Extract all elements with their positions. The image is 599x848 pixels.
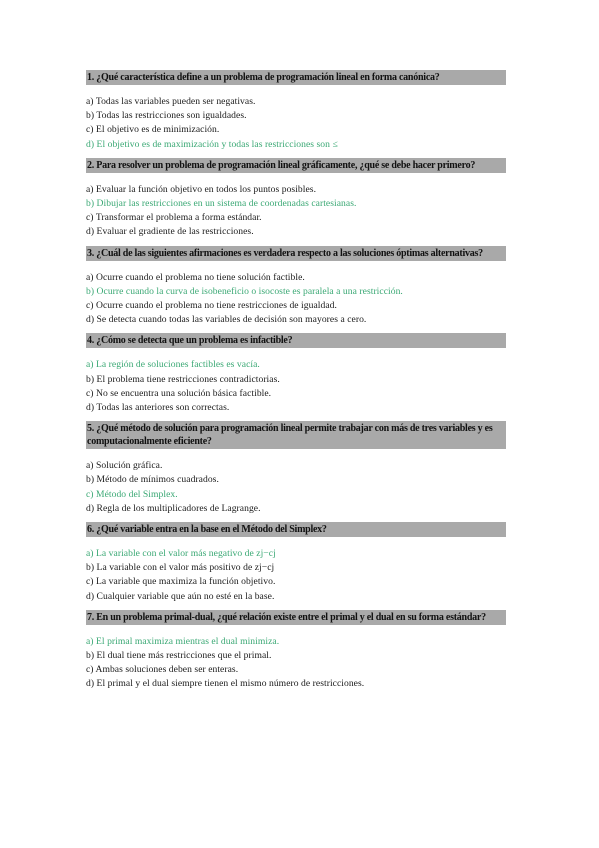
answer-option-correct: b) Dibujar las restricciones en un sistema de coordenadas cartesianas. [86,198,357,210]
answer-option-correct: a) La variable con el valor más negativo de zj−cj [86,548,276,560]
answer-option: d) Se detecta cuando todas las variables de decisión son mayores a cero. [86,314,367,326]
quiz-document [86,70,506,698]
question-5 [86,421,506,522]
answer-option-correct: d) El objetivo es de maximización y todas las restricciones son ≤ [86,138,338,150]
answer-options [86,459,506,516]
question-4 [86,333,506,421]
answer-option: c) Ambas soluciones deben ser enteras. [86,664,239,676]
answer-option: a) Evaluar la función objetivo en todos los puntos posibles. [86,183,317,195]
question-title: 6. ¿Qué variable entra en la base en el Método del Simplex? [86,522,506,537]
answer-option: d) Regla de los multiplicadores de Lagrange. [86,502,261,514]
question-title: 1. ¿Qué característica define a un problema de programación lineal en forma canónica? [86,70,506,85]
answer-options [86,183,506,240]
question-title: 7. En un problema primal-dual, ¿qué relación existe entre el primal y el dual en su forma estándar? [86,610,506,625]
question-title: 4. ¿Cómo se detecta que un problema es infactible? [86,333,506,348]
answer-option: a) Solución gráfica. [86,460,163,472]
answer-option: b) El dual tiene más restricciones que el primal. [86,650,272,662]
question-title: 3. ¿Cuál de las siguientes afirmaciones es verdadera respecto a las soluciones óptimas alternativas? [86,246,506,261]
question-title: 2. Para resolver un problema de programación lineal gráficamente, ¿qué se debe hacer primero? [86,158,506,173]
question-6 [86,522,506,610]
answer-option-correct: a) El primal maximiza mientras el dual minimiza. [86,635,280,647]
answer-option: c) El objetivo es de minimización. [86,124,220,136]
answer-option: a) Ocurre cuando el problema no tiene solución factible. [86,271,305,283]
answer-option: c) No se encuentra una solución básica factible. [86,387,272,399]
answer-options [86,635,506,692]
answer-option: c) La variable que maximiza la función objetivo. [86,576,276,588]
answer-options [86,547,506,604]
answer-option: d) Todas las anteriores son correctas. [86,402,230,414]
answer-option-correct: b) Ocurre cuando la curva de isobeneficio o isocoste es paralela a una restricción. [86,285,403,297]
answer-option: d) El primal y el dual siempre tienen el mismo número de restricciones. [86,678,365,690]
question-1 [86,70,506,158]
answer-options [86,95,506,152]
answer-option: c) Ocurre cuando el problema no tiene restricciones de igualdad. [86,300,337,312]
answer-option: b) La variable con el valor más positivo de zj−cj [86,562,275,574]
answer-option: b) El problema tiene restricciones contradictorias. [86,373,280,385]
answer-option: c) Transformar el problema a forma estándar. [86,212,262,224]
answer-option: a) Todas las variables pueden ser negativas. [86,96,256,107]
answer-option: d) Cualquier variable que aún no esté en la base. [86,590,275,602]
answer-option: b) Todas las restricciones son igualdades. [86,110,247,122]
question-3 [86,246,506,334]
answer-options [86,271,506,328]
question-7 [86,610,506,698]
answer-option-correct: c) Método del Simplex. [86,488,178,500]
answer-options [86,358,506,415]
question-spacer [86,692,506,698]
answer-option: b) Método de mínimos cuadrados. [86,474,219,486]
question-2 [86,158,506,246]
answer-option-correct: a) La región de soluciones factibles es vacía. [86,359,260,371]
question-title: 5. ¿Qué método de solución para programación lineal permite trabajar con más de tres variables y es computacionalmente eficiente? [86,421,506,449]
answer-option: d) Evaluar el gradiente de las restricciones. [86,226,254,238]
